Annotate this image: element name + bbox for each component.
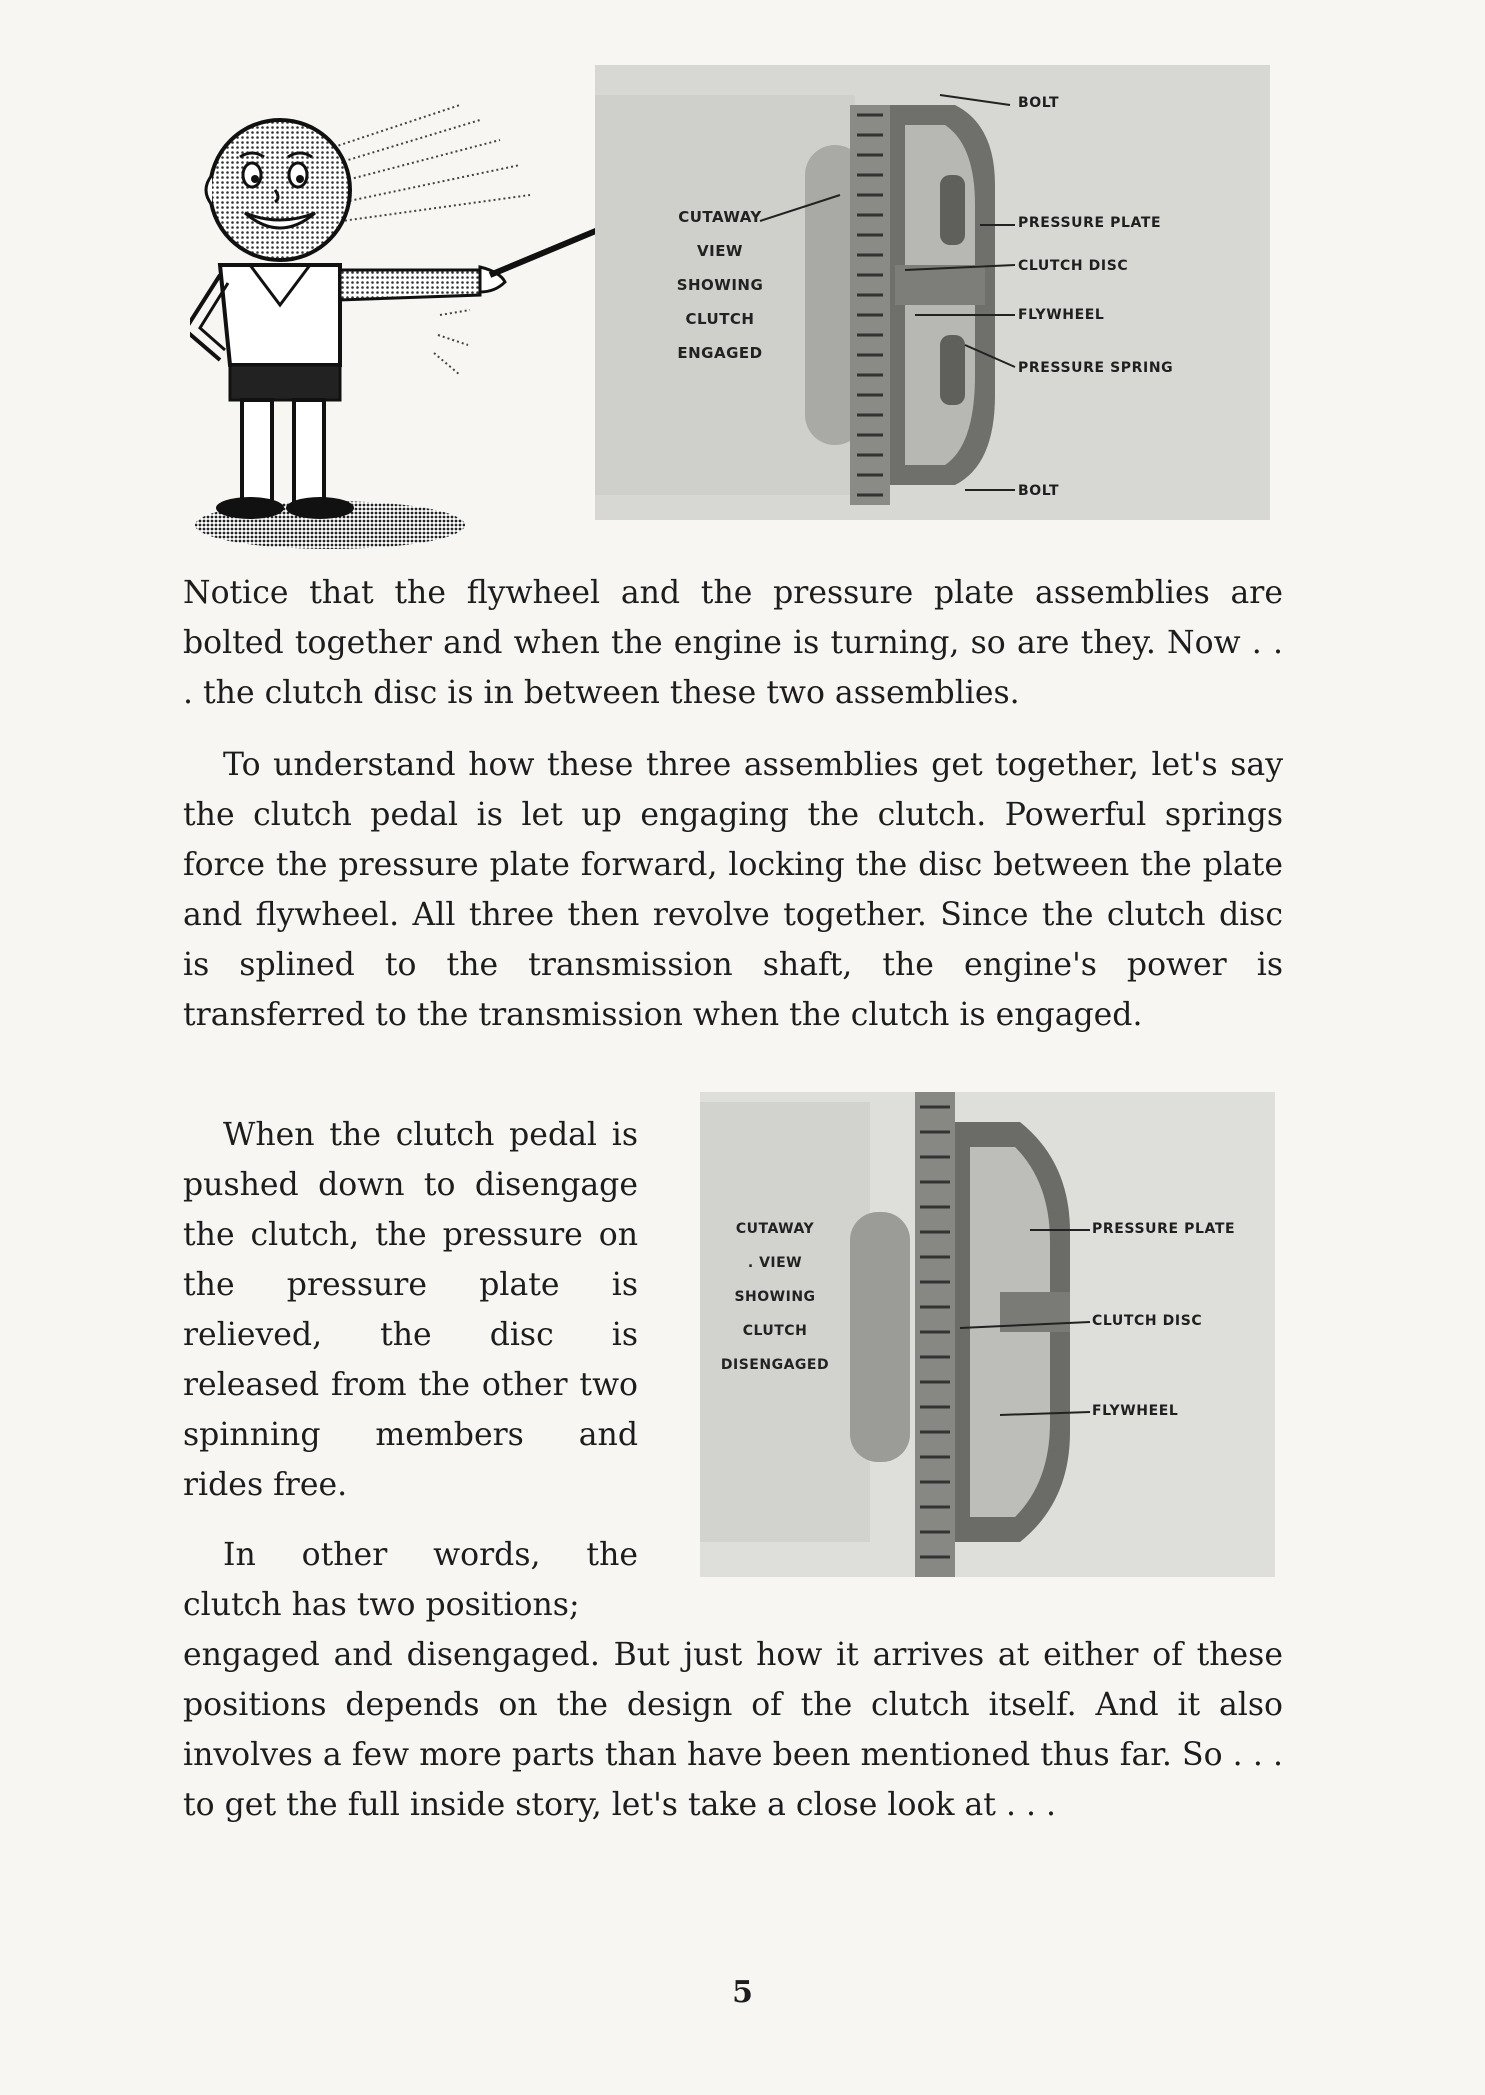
paragraph-2: To understand how these three assemblies get together, let's say the clutch pedal is let up engaging the clutch. Powerful springs force the pressure plate forward, locking the disc between the plate and flywheel. All three then revolve together. Since the clutch disc is splined to the transmission shaft, the engine's power is transferred to the transmission when the clutch is engaged. — [183, 747, 1283, 1033]
label-pressure-plate: PRESSURE PLATE — [1092, 1221, 1236, 1237]
figure1-caption — [655, 200, 785, 370]
paragraph-3: When the clutch pedal is pushed down to disengage the clutch, the pressure on the pressure plate is relieved, the disc is released from the other two spinning members and rides free. — [183, 1117, 638, 1503]
caption-line: . VIEW — [747, 1255, 803, 1271]
caption-line: VIEW — [697, 242, 743, 260]
label-bolt-top: BOLT — [1018, 95, 1060, 111]
label-flywheel: FLYWHEEL — [1092, 1403, 1179, 1419]
caption-line: CUTAWAY — [735, 1221, 815, 1237]
caption-line: ENGAGED — [677, 344, 763, 362]
paragraph-4-continued: engaged and disengaged. But just how it arrives at either of these positions depends on the design of the clutch itself. And it also involves a few more parts than have been mentioned thus far. So . . . to get the full inside story, let's take a close look at . . . — [183, 1637, 1283, 1823]
label-clutch-disc: CLUTCH DISC — [1018, 258, 1129, 274]
clutch-disengaged-photo — [700, 1092, 1275, 1577]
mascot-illustration — [190, 95, 610, 555]
caption-line: SHOWING — [734, 1289, 816, 1305]
paragraph-1: Notice that the flywheel and the pressure plate assemblies are bolted together and when the engine is turning, so are they. Now . . . the clutch disc is in between these two assemblies. — [183, 575, 1283, 711]
label-bolt-bottom: BOLT — [1018, 483, 1060, 499]
label-clutch-disc: CLUTCH DISC — [1092, 1313, 1203, 1329]
page-number: 5 — [732, 1975, 753, 2010]
paragraph-4-start: In other words, the clutch has two positions; — [183, 1537, 638, 1623]
label-pressure-spring: PRESSURE SPRING — [1018, 360, 1174, 376]
label-pressure-plate: PRESSURE PLATE — [1018, 215, 1162, 231]
caption-line: CLUTCH — [685, 310, 755, 328]
caption-line: CLUTCH — [742, 1323, 808, 1339]
figure2-caption — [710, 1212, 840, 1382]
caption-line: CUTAWAY — [678, 208, 762, 226]
label-flywheel: FLYWHEEL — [1018, 307, 1105, 323]
clutch-engaged-photo — [595, 65, 1270, 520]
caption-line: DISENGAGED — [720, 1357, 830, 1373]
caption-line: SHOWING — [676, 276, 764, 294]
